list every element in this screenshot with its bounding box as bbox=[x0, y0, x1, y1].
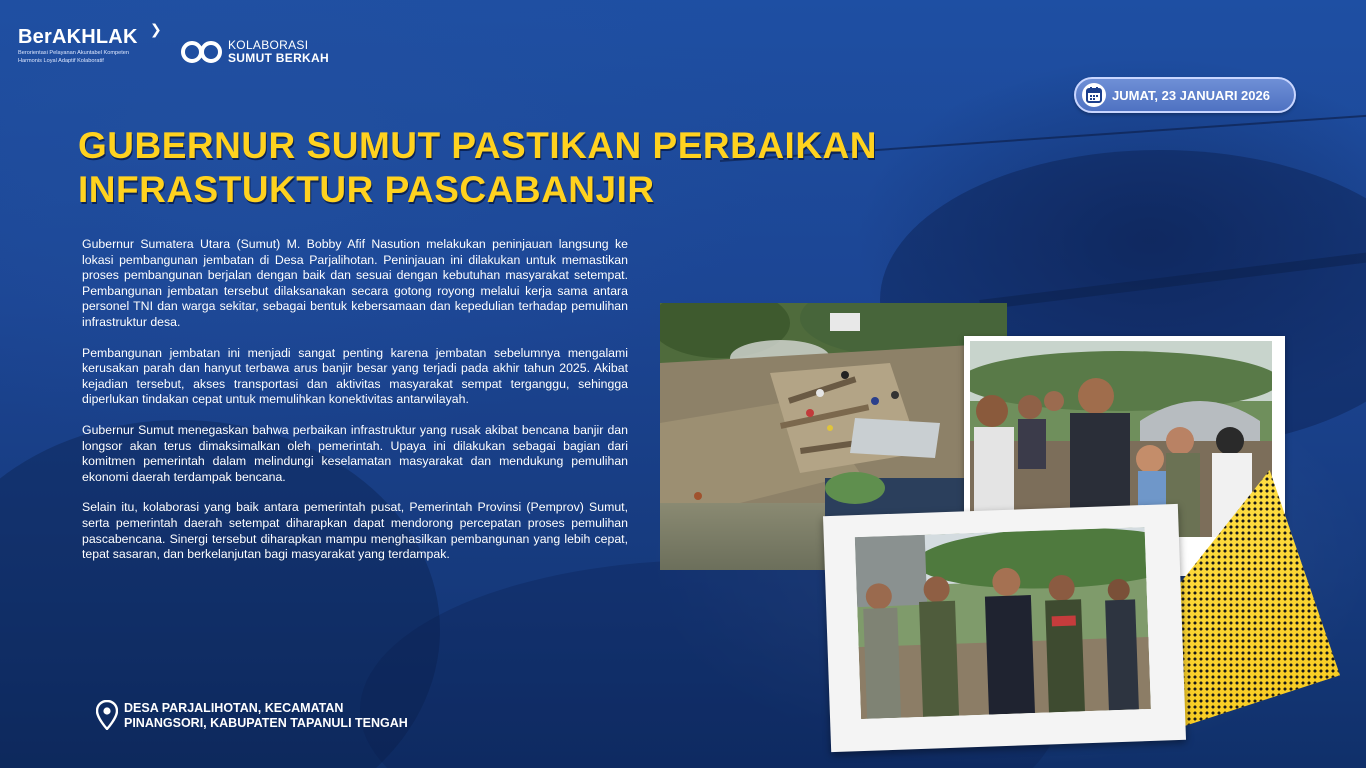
article-body bbox=[82, 237, 628, 578]
headline bbox=[78, 124, 958, 212]
location-line-1: DESA PARJALIHOTAN, KECAMATAN bbox=[124, 701, 344, 715]
infinity-logo-icon bbox=[180, 40, 224, 64]
kolaborasi-line-2: SUMUT BERKAH bbox=[228, 51, 329, 65]
berakhlak-logo bbox=[18, 22, 162, 65]
date-badge bbox=[1074, 77, 1296, 113]
photo-frame-meeting bbox=[823, 504, 1186, 752]
location-pin-icon bbox=[96, 700, 118, 730]
photo-governor-with-tni bbox=[855, 527, 1151, 719]
berakhlak-tagline-2: Harmonis Loyal Adaptif Kolaboratif bbox=[18, 58, 104, 64]
kolaborasi-line-1: KOLABORASI bbox=[228, 38, 309, 52]
article-paragraph-3: Gubernur Sumut menegaskan bahwa perbaikan infrastruktur yang rusak akibat bencana banjir dan longsor akan terus dimaksimalkan oleh pemerintah. Upaya ini dilakukan sebagai bagian dari komitmen pemerintah dalam melindungi keselamatan masyarakat dan mendukung pemulihan ekonomi daerah terdampak bencana. bbox=[82, 422, 628, 484]
date-text: JUMAT, 23 JANUARI 2026 bbox=[1112, 88, 1270, 103]
article-paragraph-4: Selain itu, kolaborasi yang baik antara pemerintah pusat, Pemerintah Provinsi (Pemprov) Sumut, serta pemerintah daerah setempat diharapkan dapat mendorong percepatan proses pemulihan pascabencana. Sinergi tersebut diharapkan mampu menghasilkan pembangunan yang lebih cepat, tepat sasaran, dan berkelanjutan bagi masyarakat yang terdampak. bbox=[82, 500, 628, 562]
chevron-icon: ❯ bbox=[150, 22, 162, 38]
berakhlak-logo-word: BerAKHLAK bbox=[18, 26, 138, 48]
headline-line-2: INFRASTUKTUR PASCABANJIR bbox=[78, 169, 655, 210]
location-line-2: PINANGSORI, KABUPATEN TAPANULI TENGAH bbox=[124, 715, 408, 730]
article-paragraph-1: Gubernur Sumatera Utara (Sumut) M. Bobby Afif Nasution melakukan peninjauan langsung ke lokasi pembangunan jembatan di Desa Parjalihotan. Peninjauan ini dilakukan untuk memastikan proses pembangunan berjalan dengan baik dan sesuai dengan kebutuhan masyarakat setempat. Pembangunan jembatan tersebut dilaksanakan secara gotong royong melalui kerja sama antara personel TNI dan warga sekitar, sebagai bentuk kebersamaan dan kepedulian terhadap pemulihan infrastruktur desa. bbox=[82, 237, 628, 329]
article-paragraph-2: Pembangunan jembatan ini menjadi sangat penting karena jembatan sebelumnya mengalami kerusakan parah dan hanyut terbawa arus banjir besar yang terjadi pada akhir tahun 2025. Akibat kejadian tersebut, akses transportasi dan aktivitas masyarakat sempat terganggu, sehingga diperlukan tindakan cepat untuk memulihkan konektivitas antarwilayah. bbox=[82, 345, 628, 407]
headline-line-1: GUBERNUR SUMUT PASTIKAN PERBAIKAN bbox=[78, 125, 877, 166]
calendar-icon bbox=[1082, 83, 1106, 107]
kolaborasi-sumut-berkah-logo bbox=[180, 38, 350, 66]
berakhlak-tagline-1: Berorientasi Pelayanan Akuntabel Kompeten bbox=[18, 50, 130, 56]
